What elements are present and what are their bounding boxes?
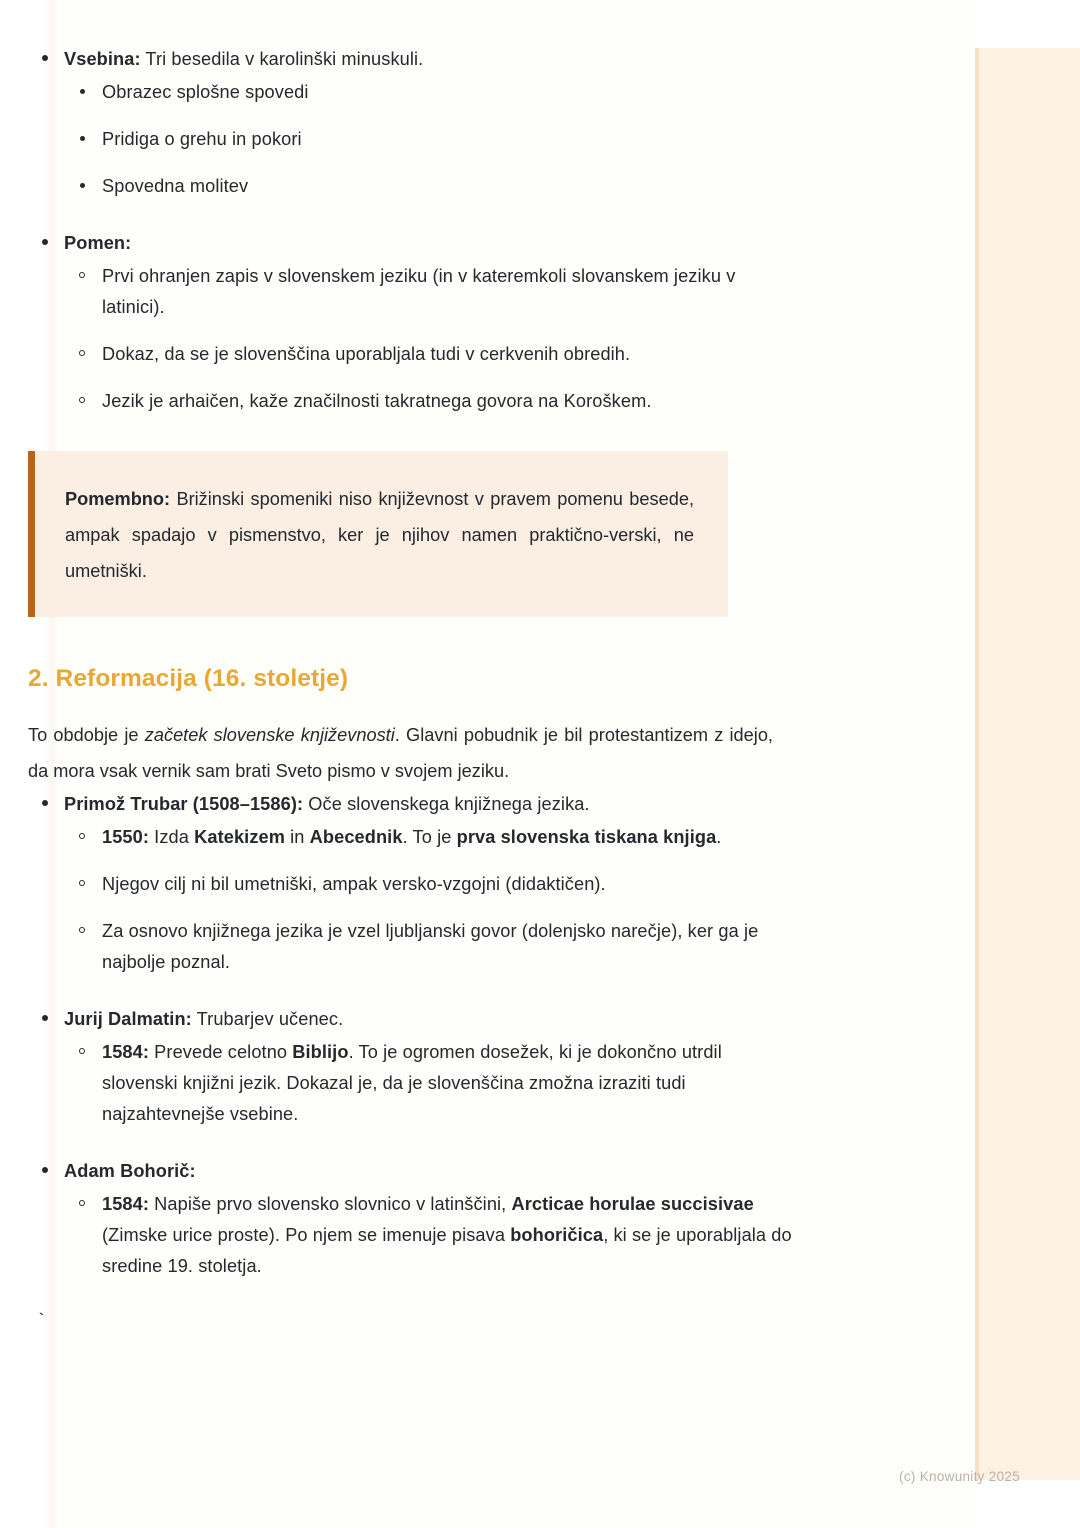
bullet-ring-icon	[79, 350, 85, 356]
intro-part1: To obdobje je	[28, 725, 145, 745]
list-item	[64, 261, 798, 323]
dalmatin-label: Jurij Dalmatin:	[64, 1009, 192, 1029]
copyright-watermark: (c) Knowunity 2025	[899, 1469, 1020, 1484]
bullet-disc-icon	[42, 239, 48, 245]
important-callout	[28, 451, 728, 617]
trubar-sub-1: Njegov cilj ni bil umetniški, ampak versko-vzgojni (didaktičen).	[102, 874, 606, 894]
bullet-disc-icon	[42, 1015, 48, 1021]
trubar-sub-2: Za osnovo knjižnega jezika je vzel ljubljanski govor (dolenjsko narečje), ker ga je najbolje poznal.	[102, 921, 759, 972]
list-item	[64, 1189, 798, 1282]
document-content	[28, 44, 798, 1332]
trubar-sub0-prva-knjiga: prva slovenska tiskana knjiga	[456, 827, 717, 847]
bullet-disc-icon	[80, 183, 85, 188]
stray-backtick-mark: `	[36, 1312, 47, 1332]
trubar-sub0-abecednik: Abecednik	[309, 827, 403, 847]
trubar-sub0-e: .	[716, 827, 722, 847]
dalmatin-text: Trubarjev učenec.	[191, 1009, 344, 1029]
trubar-sub0-katekizem: Katekizem	[194, 827, 285, 847]
list-item-trubar	[28, 789, 798, 978]
bohoric-sub0-bohoricica: bohoričica	[510, 1225, 604, 1245]
trubar-sub0-a: Izda	[149, 827, 195, 847]
trubar-sub0-d: . To je	[402, 827, 457, 847]
bullet-disc-icon	[80, 89, 85, 94]
vsebina-text: Tri besedila v karolinški minuskuli.	[140, 49, 424, 69]
bohoric-sub0-arcticae: Arcticae horulae succisivae	[511, 1194, 754, 1214]
dalmatin-sub0-biblijo: Biblijo	[292, 1042, 349, 1062]
reformacija-list	[28, 789, 798, 1282]
list-item	[64, 171, 798, 202]
intro-part2: . Glavni pobudnik je bil protestantizem z idejo, da mora vsak vernik sam brati Sveto pismo v svojem jeziku.	[28, 725, 773, 781]
pomen-sublist	[64, 261, 798, 417]
bohoric-label: Adam Bohorič:	[64, 1161, 196, 1181]
pomen-sub-0: Prvi ohranjen zapis v slovenskem jeziku (in v kateremkoli slovanskem jeziku v latinici).	[102, 266, 736, 317]
pomen-sub-1: Dokaz, da se je slovenščina uporabljala tudi v cerkvenih obredih.	[102, 344, 631, 364]
vsebina-sub-2: Spovedna molitev	[102, 176, 249, 196]
dalmatin-sub-0	[102, 1037, 798, 1130]
list-item	[64, 124, 798, 155]
dalmatin-sub0-c: . To je ogromen dosežek, ki je dokončno utrdil slovenski knjižni jezik. Dokazal je, da je slovenščina zmožna izraziti tudi najzahtevnejše vsebine.	[102, 1042, 722, 1124]
bullet-ring-icon	[79, 397, 85, 403]
trubar-text: Oče slovenskega knjižnega jezika.	[303, 794, 590, 814]
list-item	[64, 77, 798, 108]
bohoric-sub0-e: , ki se je uporabljala do sredine 19. stoletja.	[102, 1225, 792, 1276]
bohoric-sub0-c: (Zimske urice proste). Po njem se imenuje pisava	[102, 1225, 511, 1245]
trubar-sub0-c: in	[285, 827, 310, 847]
spacer	[28, 206, 798, 228]
dalmatin-sublist	[64, 1037, 798, 1130]
outline-list	[28, 44, 798, 417]
pomen-line	[64, 228, 798, 259]
callout-text	[65, 481, 694, 589]
vsebina-sub-0: Obrazec splošne spovedi	[102, 82, 309, 102]
list-item	[64, 386, 798, 417]
list-item	[64, 822, 798, 853]
trubar-sub0-year: 1550:	[102, 827, 150, 847]
page-title: 2. Reformacija (16. stoletje)	[28, 665, 349, 692]
bohoric-sub0-year: 1584:	[102, 1194, 150, 1214]
spacer	[28, 1134, 798, 1156]
trubar-sublist	[64, 822, 798, 978]
bullet-ring-icon	[79, 272, 85, 278]
vsebina-label: Vsebina:	[64, 49, 141, 69]
bullet-disc-icon	[80, 136, 85, 141]
spacer	[28, 982, 798, 1004]
bullet-disc-icon	[42, 800, 48, 806]
list-item-vsebina	[28, 44, 798, 202]
trubar-line	[64, 789, 798, 820]
bullet-disc-icon	[42, 1167, 48, 1173]
vsebina-sublist	[64, 77, 798, 202]
bohoric-sub0-a: Napiše prvo slovensko slovnico v latinščini,	[149, 1194, 512, 1214]
bohoric-line	[64, 1156, 798, 1187]
list-item-pomen	[28, 228, 798, 417]
trubar-sub-0	[102, 822, 798, 853]
section2-intro	[28, 717, 773, 789]
bullet-ring-icon	[79, 1200, 85, 1206]
dalmatin-line	[64, 1004, 798, 1035]
page-edge-band	[975, 48, 1080, 1480]
callout-body: Brižinski spomeniki niso književnost v pravem pomenu besede, ampak spadajo v pismenstvo, ker je njihov namen praktično-verski, ne umetniški.	[65, 489, 694, 581]
list-item	[64, 916, 798, 978]
pomen-label: Pomen:	[64, 233, 132, 253]
bullet-ring-icon	[79, 833, 85, 839]
intro-italic: začetek slovenske književnosti	[144, 725, 395, 745]
bullet-disc-icon	[42, 55, 48, 61]
list-item	[64, 869, 798, 900]
bohoric-sublist	[64, 1189, 798, 1282]
callout-label: Pomembno:	[65, 489, 171, 509]
bullet-ring-icon	[79, 927, 85, 933]
bullet-ring-icon	[79, 880, 85, 886]
bullet-ring-icon	[79, 1048, 85, 1054]
trubar-label: Primož Trubar (1508–1586):	[64, 794, 304, 814]
pomen-sub-2: Jezik je arhaičen, kaže značilnosti takratnega govora na Koroškem.	[102, 391, 652, 411]
dalmatin-sub0-a: Prevede celotno	[149, 1042, 293, 1062]
vsebina-sub-1: Pridiga o grehu in pokori	[102, 129, 302, 149]
vsebina-line	[64, 44, 798, 75]
list-item	[64, 1037, 798, 1130]
list-item	[64, 339, 798, 370]
list-item-dalmatin	[28, 1004, 798, 1130]
dalmatin-sub0-year: 1584:	[102, 1042, 150, 1062]
list-item-bohoric	[28, 1156, 798, 1282]
bohoric-sub-0	[102, 1189, 798, 1282]
